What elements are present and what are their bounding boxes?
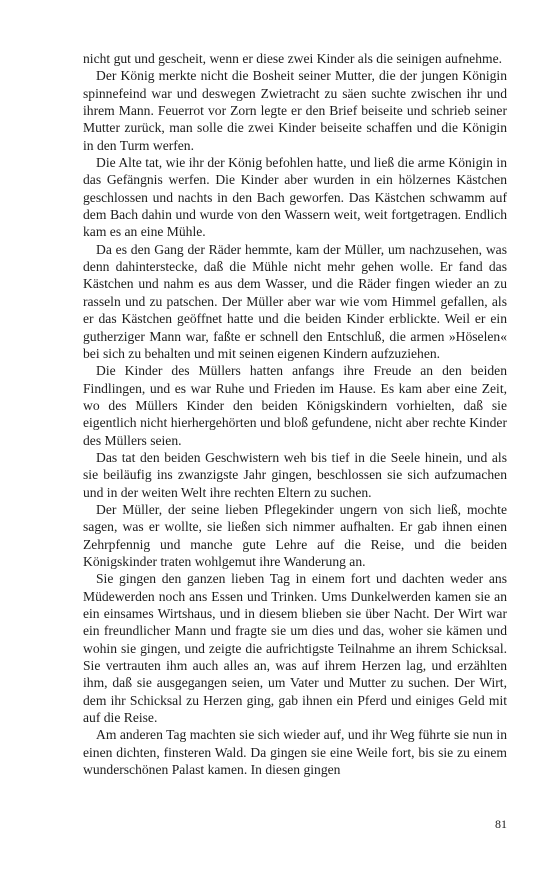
paragraph-8: Sie gingen den ganzen lieben Tag in einem fort und dachten weder ans Müdewerden noch ans Essen und Trinken. Ums Dunkelwerden kamen sie an ein einsames Wirtshaus, und in diesem blieben sie über Nacht. Der Wirt war ein freundlicher Mann und fragte sie um dies und das, woher sie kämen und wohin sie gingen, und zeigte die aufrichtigste Teilnahme an ihrem Schicksal. Sie vertrauten ihm auch alles an, was auf ihrem Herzen lag, und erzählten ihm, daß sie ausgegangen seien, um Vater und Mutter zu suchen. Der Wirt, dem ihr Schicksal zu Herzen ging, gab ihnen ein Pferd und einiges Geld mit auf die Reise. xyxy=(83,571,507,726)
paragraph-9: Am anderen Tag machten sie sich wieder auf, und ihr Weg führte sie nun in einen dichten, finsteren Wald. Da gingen sie eine Weile fort, bis sie zu einem wunderschönen Palast kamen. In diesen gingen xyxy=(83,727,507,778)
paragraph-5: Die Kinder des Müllers hatten anfangs ihre Freude an den beiden Findlingen, und es war Ruhe und Frieden im Hause. Es kam aber eine Zeit, wo des Müllers Kinder den beiden Königskindern vorhielten, daß sie eigentlich nicht hierhergehörten und bloß gefundene, nicht aber rechte Kinder des Müllers seien. xyxy=(83,363,507,448)
paragraph-3: Die Alte tat, wie ihr der König befohlen hatte, und ließ die arme Königin in das Gefängnis werfen. Die Kinder aber wurden in ein hölzernes Kästchen geschlossen und nachts in den Bach geworfen. Das Kästchen schwamm auf dem Bach dahin und wurde von den Wassern weit, weit fortgetragen. Endlich kam es an eine Mühle. xyxy=(83,155,507,240)
page-body xyxy=(83,50,507,778)
paragraph-1: nicht gut und gescheit, wenn er diese zwei Kinder als die seinigen aufnehme. xyxy=(83,51,503,66)
paragraph-6: Das tat den beiden Geschwistern weh bis tief in die Seele hinein, und als sie beiläufig ins zwanzigste Jahr gingen, beschlossen sie sich aufzumachen und in der weiten Welt ihre rechten Eltern zu suchen. xyxy=(83,449,507,500)
paragraph-4: Da es den Gang der Räder hemmte, kam der Müller, um nachzusehen, was denn dahinterstecke, daß die Mühle nicht mehr gehen wolle. Er fand das Kästchen und nahm es aus dem Wasser, und die Räder fingen wieder an zu rasseln und zu patschen. Der Müller aber war wie vom Himmel gefallen, als er das Kästchen geöffnet hatte und die beiden Kinder erblickte. Weil er ein gutherziger Mann war, faßte er schnell den Entschluß, die armen »Höselen« bei sich zu behalten und mit seinen eigenen Kindern aufzuziehen. xyxy=(83,241,507,361)
paragraph-2: Der König merkte nicht die Bosheit seiner Mutter, die der jungen Königin spinnefeind war und deswegen Zwietracht zu säen suchte zwischen ihr und ihrem Mann. Feuerrot vor Zorn legte er den Brief beiseite und schrieb seiner Mutter zurück, man solle die zwei Kinder beiseite schaffen und die Königin in den Turm werfen. xyxy=(83,68,507,153)
paragraph-7: Der Müller, der seine lieben Pflegekinder ungern von sich ließ, mochte sagen, was er wollte, sie ließen sich nimmer aufhalten. Er gab ihnen einen Zehrpfennig und manche gute Lehre auf die Reise, und die beiden Königskinder traten wohlgemut ihre Wanderung an. xyxy=(83,501,507,569)
page-number: 81 xyxy=(495,817,507,831)
